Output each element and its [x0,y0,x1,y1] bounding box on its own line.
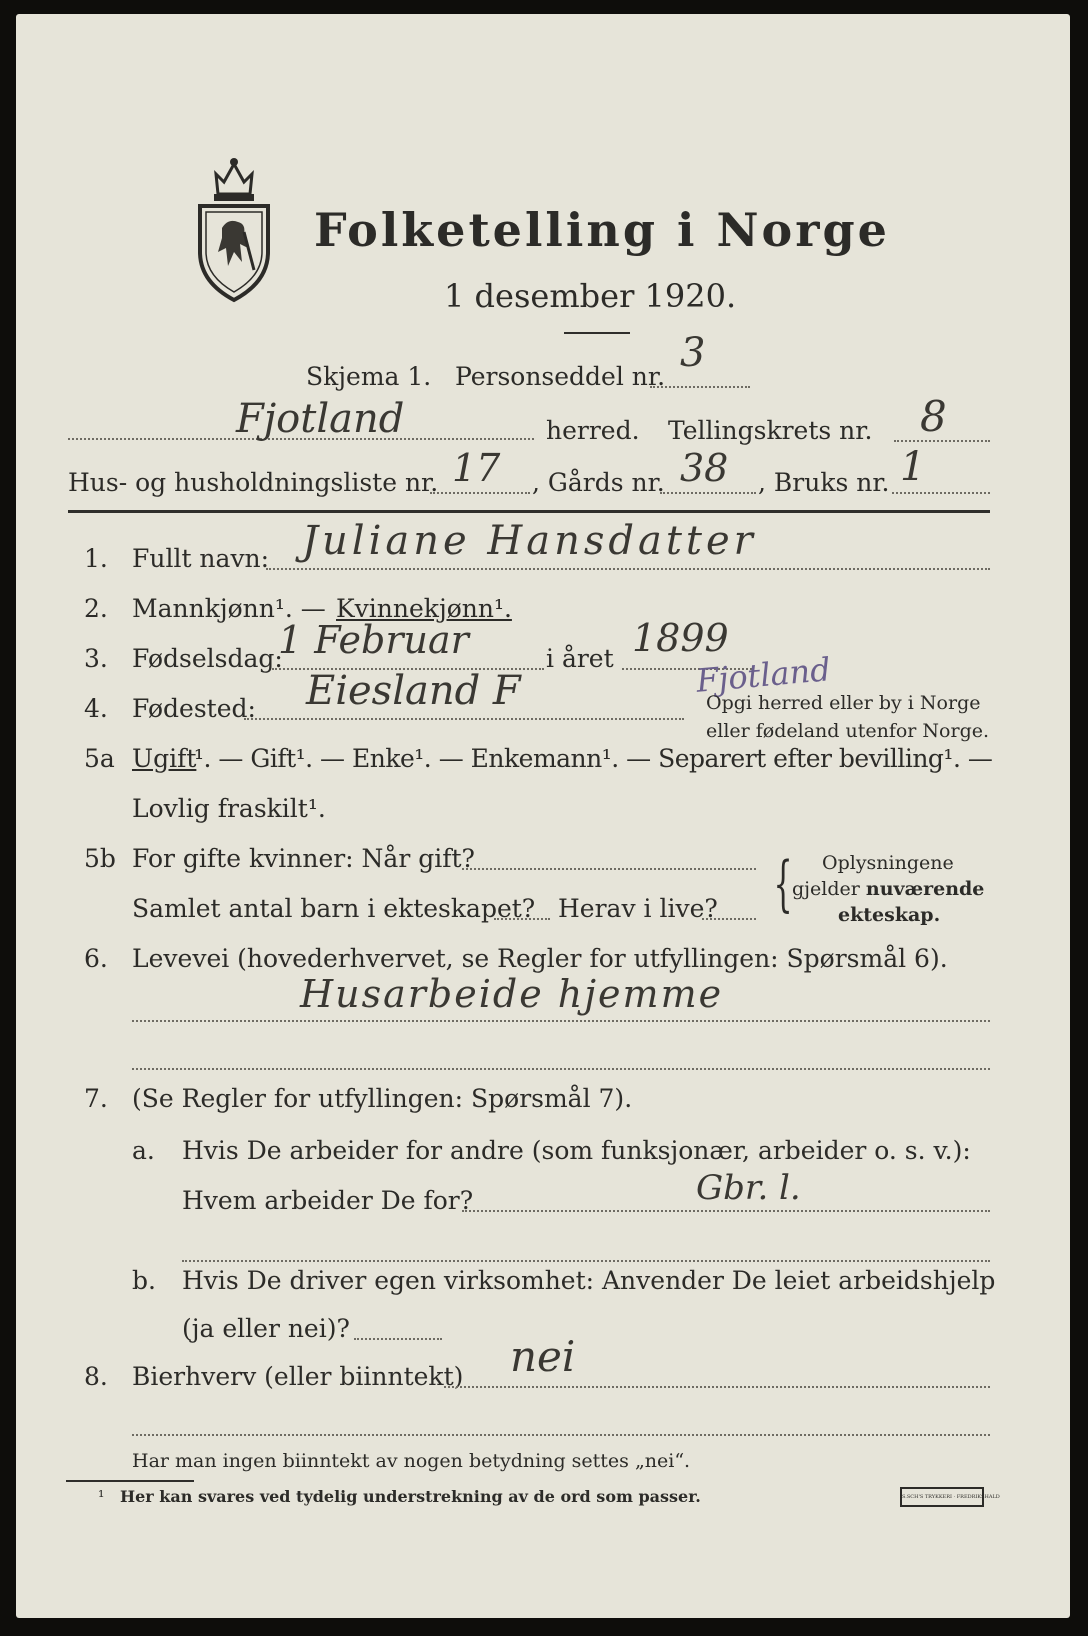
herred-value: Fjotland [236,396,405,442]
q7-number: 7. [84,1084,108,1113]
q5a-options: ¹. — Gift¹. — Enke¹. — Enkemann¹. — Separert efter bevilling¹. — [194,744,993,773]
norwegian-coat-of-arms-icon [188,152,280,304]
q5a-number: 5a [84,744,115,773]
q6-number: 6. [84,944,108,973]
personseddel-line [650,386,750,388]
q4-extra-value: Fjotland [694,650,833,700]
tellingskrets-label: Tellingskrets nr. [668,416,873,445]
bruks-value: 1 [900,444,926,490]
herred-label: herred. [546,416,640,445]
q7a-letter: a. [132,1136,155,1165]
q1-number: 1. [84,544,108,573]
gards-label: , Gårds nr. [532,468,665,497]
q5b-number: 5b [84,844,116,873]
q5a-ugift-selected: Ugift [132,744,197,773]
q4-label: Fødested: [132,694,256,723]
q3-day-value: 1 Februar [278,618,469,662]
q5b-line2 [494,918,550,920]
q6-value: Husarbeide hjemme [300,972,724,1016]
q7b-line [354,1338,442,1340]
gards-line [660,492,756,494]
q7b-label2: (ja eller nei)? [182,1314,350,1343]
q6-line2 [132,1068,990,1070]
q7a-label1: Hvis De arbeider for andre (som funksjonær, arbeider o. s. v.): [182,1136,971,1165]
form-title: Folketelling i Norge [314,203,890,257]
census-form [16,14,1070,1618]
q5b-line1 [462,868,756,870]
printer-stamp: S.SCH'S TRYKKERI · FREDRIKSHALD [900,1487,984,1507]
footnote-text: Her kan svares ved tydelig understrekning av de ord som passer. [120,1487,701,1506]
q1-label: Fullt navn: [132,544,270,573]
title-divider [564,332,630,334]
q4-note-line2: eller fødeland utenfor Norge. [706,720,990,742]
footnote-number: ¹ [98,1487,105,1506]
q2-number: 2. [84,594,108,623]
skjema-label: Skjema 1. [306,362,432,391]
footer-note: Har man ingen biinntekt av nogen betydning settes „nei“. [132,1450,691,1472]
personseddel-value: 3 [680,330,706,376]
husliste-line [430,492,530,494]
q2-mannkjonn: Mannkjønn¹. — [132,594,326,623]
q5b-note1: Oplysningene [822,852,954,874]
q6-label: Levevei (hovederhvervet, se Regler for utfyllingen: Spørsmål 6). [132,944,948,973]
q1-line [266,568,990,570]
q3-number: 3. [84,644,108,673]
husliste-value: 17 [452,446,501,490]
q3-label: Fødselsdag: [132,644,283,673]
census-date: 1 desember 1920. [444,277,737,315]
q5a-line2: Lovlig fraskilt¹. [132,794,326,823]
q5b-line3 [702,918,756,920]
footnote-divider [66,1480,194,1482]
q4-note-line1: Opgi herred eller by i Norge [706,692,981,714]
gards-value: 38 [680,446,729,490]
q8-line1 [444,1386,990,1388]
q5b-note2: gjelder nuværende [792,878,985,900]
bruks-label: , Bruks nr. [758,468,890,497]
personseddel-label: Personseddel nr. [455,362,666,391]
q7a-line1 [462,1210,990,1212]
q3-aret-label: i året [546,644,614,673]
q7a-line2 [182,1260,990,1262]
q7-label: (Se Regler for utfyllingen: Spørsmål 7). [132,1084,633,1113]
q4-value: Eiesland F [306,668,521,714]
q8-number: 8. [84,1362,108,1391]
q4-number: 4. [84,694,108,723]
q5b-note3: ekteskap. [838,904,941,926]
husliste-label: Hus- og husholdningsliste nr. [68,468,439,497]
q2-kvinnekjonn-selected: Kvinnekjønn¹. [336,594,512,623]
header-divider [68,510,990,513]
q4-line [244,718,684,720]
q7b-letter: b. [132,1266,156,1295]
q5b-label2: Samlet antal barn i ekteskapet? [132,894,536,923]
q7a-value: Gbr. l. [696,1168,801,1208]
q6-line1 [132,1020,990,1022]
q8-line2 [132,1434,990,1436]
q5b-label1: For gifte kvinner: Når gift? [132,844,475,873]
q7a-label2: Hvem arbeider De for? [182,1186,474,1215]
q5b-label3: Herav i live? [558,894,718,923]
q5b-brace: { [773,849,793,919]
q3-year-value: 1899 [632,616,729,660]
q8-value: nei [510,1332,576,1381]
q1-value: Juliane Hansdatter [302,518,757,564]
q8-label: Bierhverv (eller biinntekt) [132,1362,464,1391]
tellingskrets-value: 8 [920,392,947,441]
q7b-label1: Hvis De driver egen virksomhet: Anvender De leiet arbeidshjelp [182,1266,996,1295]
bruks-line [892,492,990,494]
